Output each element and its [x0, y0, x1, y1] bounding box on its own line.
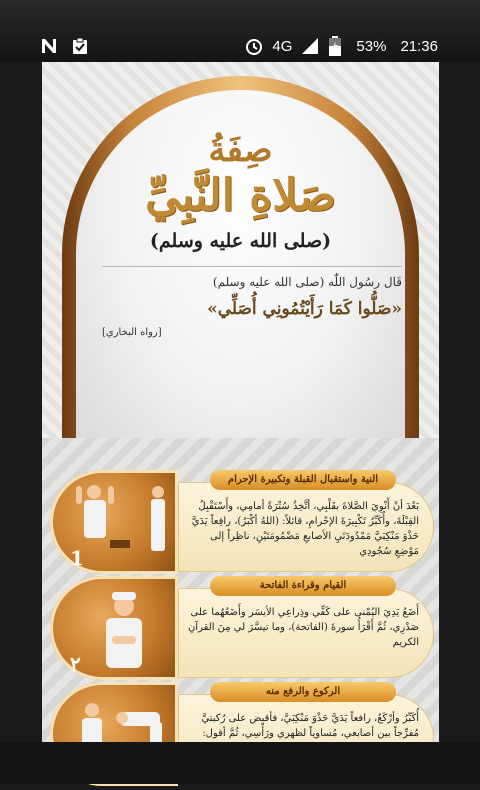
battery-percent: 53%: [356, 37, 387, 55]
clock: 21:36: [400, 37, 438, 55]
content-page[interactable]: [42, 62, 439, 742]
hadith-box: [102, 266, 402, 347]
network-type: 4G: [272, 37, 293, 55]
hadith-source: [رواه البخاري]: [102, 327, 162, 338]
battery-icon: [328, 36, 348, 56]
step-photo: [50, 470, 178, 574]
step-label: النية واستقبال القبلة وتكبيرة الإحرام: [210, 470, 396, 490]
navigation-bar: [0, 742, 480, 784]
step-text: أُكَبِّرُ وأرْكَعُ، رافعاً يَدَيَّ حَذْوَ مَنْكِبَيَّ، فأقبض على رُكبتيَّ مُفرِّجاً بين أصابعي، مُساوياً لظهري ورَأْسِي، ثُمَّ أقول:: [178, 694, 434, 784]
cover-section: [42, 62, 439, 438]
step-text: بَعْدَ أنْ أَنْوِيَ الصَّلاةَ بقَلْبِي، أتَّخِذُ سُتْرَةً أمامِي، وأَسْتَقْبِلُ القِبْلَةَ، وأُكَبِّرُ تَكْبِيرَةَ الإحْرامِ، قائلاً: (اللهُ أكْبَرُ)، رافِعاً يَدَيَّ حَذْوَ مَنْكِبَيَّ مَمْدُودَتَيِ الأصابعِ مَضْمُومَتَيْنِ، ناظِراً إلى مَوْضِعِ سُجُودِي: [178, 482, 434, 572]
alarm-icon: [244, 36, 264, 56]
n-notification-icon: [40, 36, 60, 56]
step-number: ٢: [70, 652, 81, 676]
title-line1: صِفَةُ: [208, 130, 273, 170]
step-number: 1: [70, 546, 84, 570]
status-bar: [0, 0, 480, 62]
hadith-quote: «صَلُّوا كَمَا رَأَيْتُمُونِي أُصَلِّي»: [207, 299, 402, 319]
step-label: القيام وقراءة الفاتحة: [210, 576, 396, 596]
title-line3: (صلى الله عليه وسلم): [149, 230, 332, 252]
signal-icon: [300, 36, 320, 56]
step-card-2: [50, 576, 435, 684]
step-label: الركوع والرفع منه: [210, 682, 396, 702]
clipboard-check-icon: [70, 36, 90, 56]
title-line2: صَلاةِ النَّبِيِّ: [145, 170, 336, 221]
step-photo: [50, 576, 178, 680]
step-text: أَضَعُ يَدِيَ اليُمْنى على كَفِّي وذِراعِي الأيسَر وأَضَعُهُما على صَدْرِي، ثُمَّ أَقْرَأُ سورةَ (الفاتحة)، وما تيسَّرَ لي مِنَ القرآنِ الكريم: [178, 588, 434, 678]
steps-section: [42, 438, 439, 742]
step-card-1: [50, 470, 435, 578]
hadith-intro: قَال رسُول اللّٰه (صلى الله عليه وسلم): [212, 275, 402, 289]
